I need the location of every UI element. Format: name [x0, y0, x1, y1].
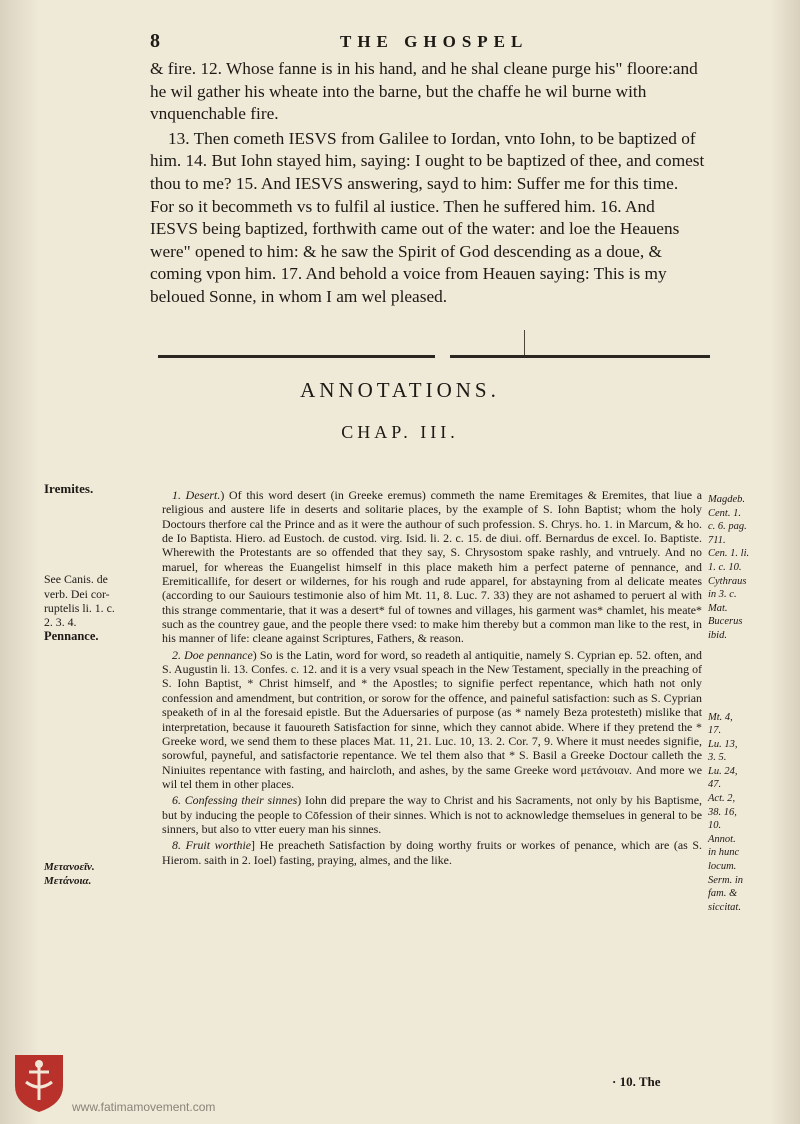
- margin-note-reference: Cythraus: [708, 575, 747, 587]
- right-margin-notes: [708, 493, 770, 914]
- margin-note-reference: in 3. c.: [708, 589, 737, 601]
- margin-note-greek: Μετάνοια.: [44, 875, 92, 888]
- running-title: THE GHOSPEL: [340, 32, 529, 51]
- margin-note-reference: Lu. 24,: [708, 765, 738, 777]
- margin-note-reference: 10.: [708, 820, 722, 832]
- margin-note-reference: fam. &: [708, 888, 738, 900]
- annotation-1: [162, 488, 702, 646]
- seal-logo-icon: [12, 1052, 66, 1114]
- margin-note-iremites: Iremites.: [44, 481, 94, 496]
- annotations-heading: ANNOTATIONS.: [300, 378, 500, 402]
- annotation-1-text: ) Of this word desert (in Greeke eremus) commeth the name Eremitages & Eremites, that liue a religious and austere life in deserts and solitarie places, by the example of S. Iohn Baptist; whom the holy Doctours therfore cal the Prince and as it were the authour of such profession. S. Chrys. ho. 1. in Marcum, & ho. de Io Baptista. Hiero. ad Eustoch. de custod. virg. Isid. li. 2. c. 15. de diui. off. Bernardus de excel. Io. Baptiste. Wherewith the Protestants are so offended that they say, S. Chrysostom spake rashly, and vntruely. And no maruel, for whereas the Euangelist himself in this place maketh him a perfect paterne of pennance, and Eremiticallife, for desert or wildernes, for his rough and rude apparel, for abstayning from al delicate meates (according to our Sauiours testimonie also of him Mt. 11, 8. Luc. 7. 33) they are not ashamed to peruert al with this strange commentarie, that it was a desert* ful of townes and villages, his garment was* chamlet, his meate* such as the countrey gaue, and the people there vsed: to make him thereby but a common man like to the rest, in his manner of life: cleane against Scriptures, Fathers, & reason.: [162, 488, 702, 646]
- margin-note-canis: See Canis. de: [44, 572, 108, 587]
- margin-note-reference: siccitat.: [708, 901, 741, 913]
- annotation-6-text: ) Iohn did prepare the way to Christ and his Sacraments, not only by his Baptisme, but by inducing the people to Cōfession of their sinnes. Which is not to acknowledge themselues in general to be sinners, but also to vtter euery man his sinnes.: [162, 793, 703, 836]
- margin-note-reference: [708, 643, 770, 657]
- margin-note-reference: [708, 656, 770, 670]
- divider-rule-right: [450, 355, 710, 358]
- page-number: 8: [150, 30, 160, 52]
- annotation-8-head: 8. Fruit worthie: [172, 838, 252, 853]
- annotation-2-text: ) So is the Latin, word for word, so readeth al antiquitie, namely S. Cyprian ep. 52. often, and S. Augustin li. 13. Confes. c. 12. and it is a very vsual speach in the New Testament, specially in the preaching of S. Iohn Baptist, * Christ himself, and * the Apostles; to signifie perfect repentance, which hath not only confession and amendment, but contrition, or sorow for the offence, and paineful satisfaction: such as S. Cyprian speaketh of in al the foresaid epistle. But the Aduersaries of purpose (as * namely Beza protesteth) mislike that interpretation, because it fauoureth Satisfaction for sinne, which they cannot abide. Where if they pretend the * Greeke word, we send them to these places Mat. 11, 21. Luc. 10, 13. 2. Cor. 7, 9. Where it must needes signifie, sorowful, payneful, and satisfactorie repentance. We tel them also that * S. Basil a Greeke Doctour calleth the Niniuites repentance with fasting, and haircloth, and ashes, by the same Greeke word μετάνοιαν. And more we wil tel them in other places.: [162, 647, 702, 791]
- catchword: · 10. The: [612, 1074, 661, 1089]
- column-rule: [524, 330, 525, 356]
- margin-note-reference: Mat.: [708, 602, 728, 614]
- chapter-heading: CHAP. III.: [341, 422, 459, 442]
- margin-note-reference: Cent. 1.: [708, 507, 741, 519]
- margin-note-reference: 1. c. 10.: [708, 561, 742, 573]
- margin-note-canis: 2. 3. 4.: [44, 615, 77, 630]
- divider-rule-left: [158, 355, 435, 358]
- margin-note-reference: in hunc: [708, 847, 740, 859]
- margin-note-reference: Act. 2,: [708, 793, 736, 805]
- left-margin-notes: [44, 482, 154, 888]
- margin-note-reference: locum.: [708, 861, 737, 873]
- annotation-6: [162, 793, 702, 836]
- margin-note-reference: ibid.: [708, 629, 727, 641]
- margin-note-reference: 38. 16,: [708, 806, 737, 818]
- watermark-url: www.fatimamovement.com: [72, 1100, 216, 1114]
- margin-note-reference: Magdeb.: [708, 494, 746, 505]
- margin-note-reference: [708, 697, 770, 711]
- verse-12-continuation: & fire. 12. Whose fanne is in his hand, and he shal cleane purge his" floore:and he wil gather his wheate into the barne, but the chaffe he wil burne with vnquenchable fire.: [150, 59, 698, 124]
- margin-note-reference: 711.: [708, 534, 726, 546]
- verses-13-17: 13. Then cometh IESVS from Galilee to Iordan, vnto Iohn, to be baptized of him. 14. But Iohn stayed him, saying: I ought to be baptized of thee, and comest thou to me? 15. And IESVS answering, sayd to him: Suffer me for this time. For so it becommeth vs to fulfil al iustice. Then he suffered him. 16. And IESVS being baptized, forthwith came out of the water: and loe the Heauens were" opened to him: & he saw the Spirit of God descending as a doue, & coming vpon him. 17. And behold a voice from Heauen saying: This is my beloued Sonne, in whom I am wel pleased.: [150, 128, 705, 306]
- margin-note-reference: Serm. in: [708, 874, 743, 886]
- annotations-body: [162, 486, 702, 867]
- margin-note-reference: Mt. 4,: [708, 711, 733, 723]
- margin-note-reference: c. 6. pag.: [708, 521, 747, 533]
- margin-note-reference: Annot.: [708, 833, 736, 845]
- margin-note-canis: verb. Dei cor-: [44, 586, 110, 601]
- page-header: [150, 30, 670, 52]
- margin-note-pennance: Pennance.: [44, 629, 99, 644]
- gospel-text-block: [150, 58, 705, 309]
- margin-note-reference: Bucerus: [708, 616, 743, 628]
- margin-note-reference: [708, 670, 770, 684]
- annotation-6-head: 6. Confessing their sinnes: [172, 793, 298, 808]
- annotation-2: [162, 648, 702, 791]
- annotation-1-head: 1. Desert.: [172, 488, 221, 502]
- margin-note-reference: 47.: [708, 779, 722, 791]
- margin-note-reference: 17.: [708, 725, 722, 737]
- margin-note-reference: Lu. 13,: [708, 738, 738, 750]
- margin-note-canis: ruptelis li. 1. c.: [44, 600, 115, 615]
- margin-note-greek: Μετανοεῖν.: [44, 860, 95, 873]
- annotation-8-text: ] He preacheth Satisfaction by doing worthy fruits or workes of penance, which are (as S. Hierom. saith in 2. Ioel) fasting, praying, almes, and the like.: [162, 838, 703, 867]
- margin-note-reference: 3. 5.: [708, 752, 727, 764]
- annotation-8: [162, 838, 702, 867]
- margin-note-reference: [708, 683, 770, 697]
- margin-note-reference: Cen. 1. li.: [708, 548, 750, 560]
- annotation-2-head: 2. Doe pennance: [172, 647, 253, 662]
